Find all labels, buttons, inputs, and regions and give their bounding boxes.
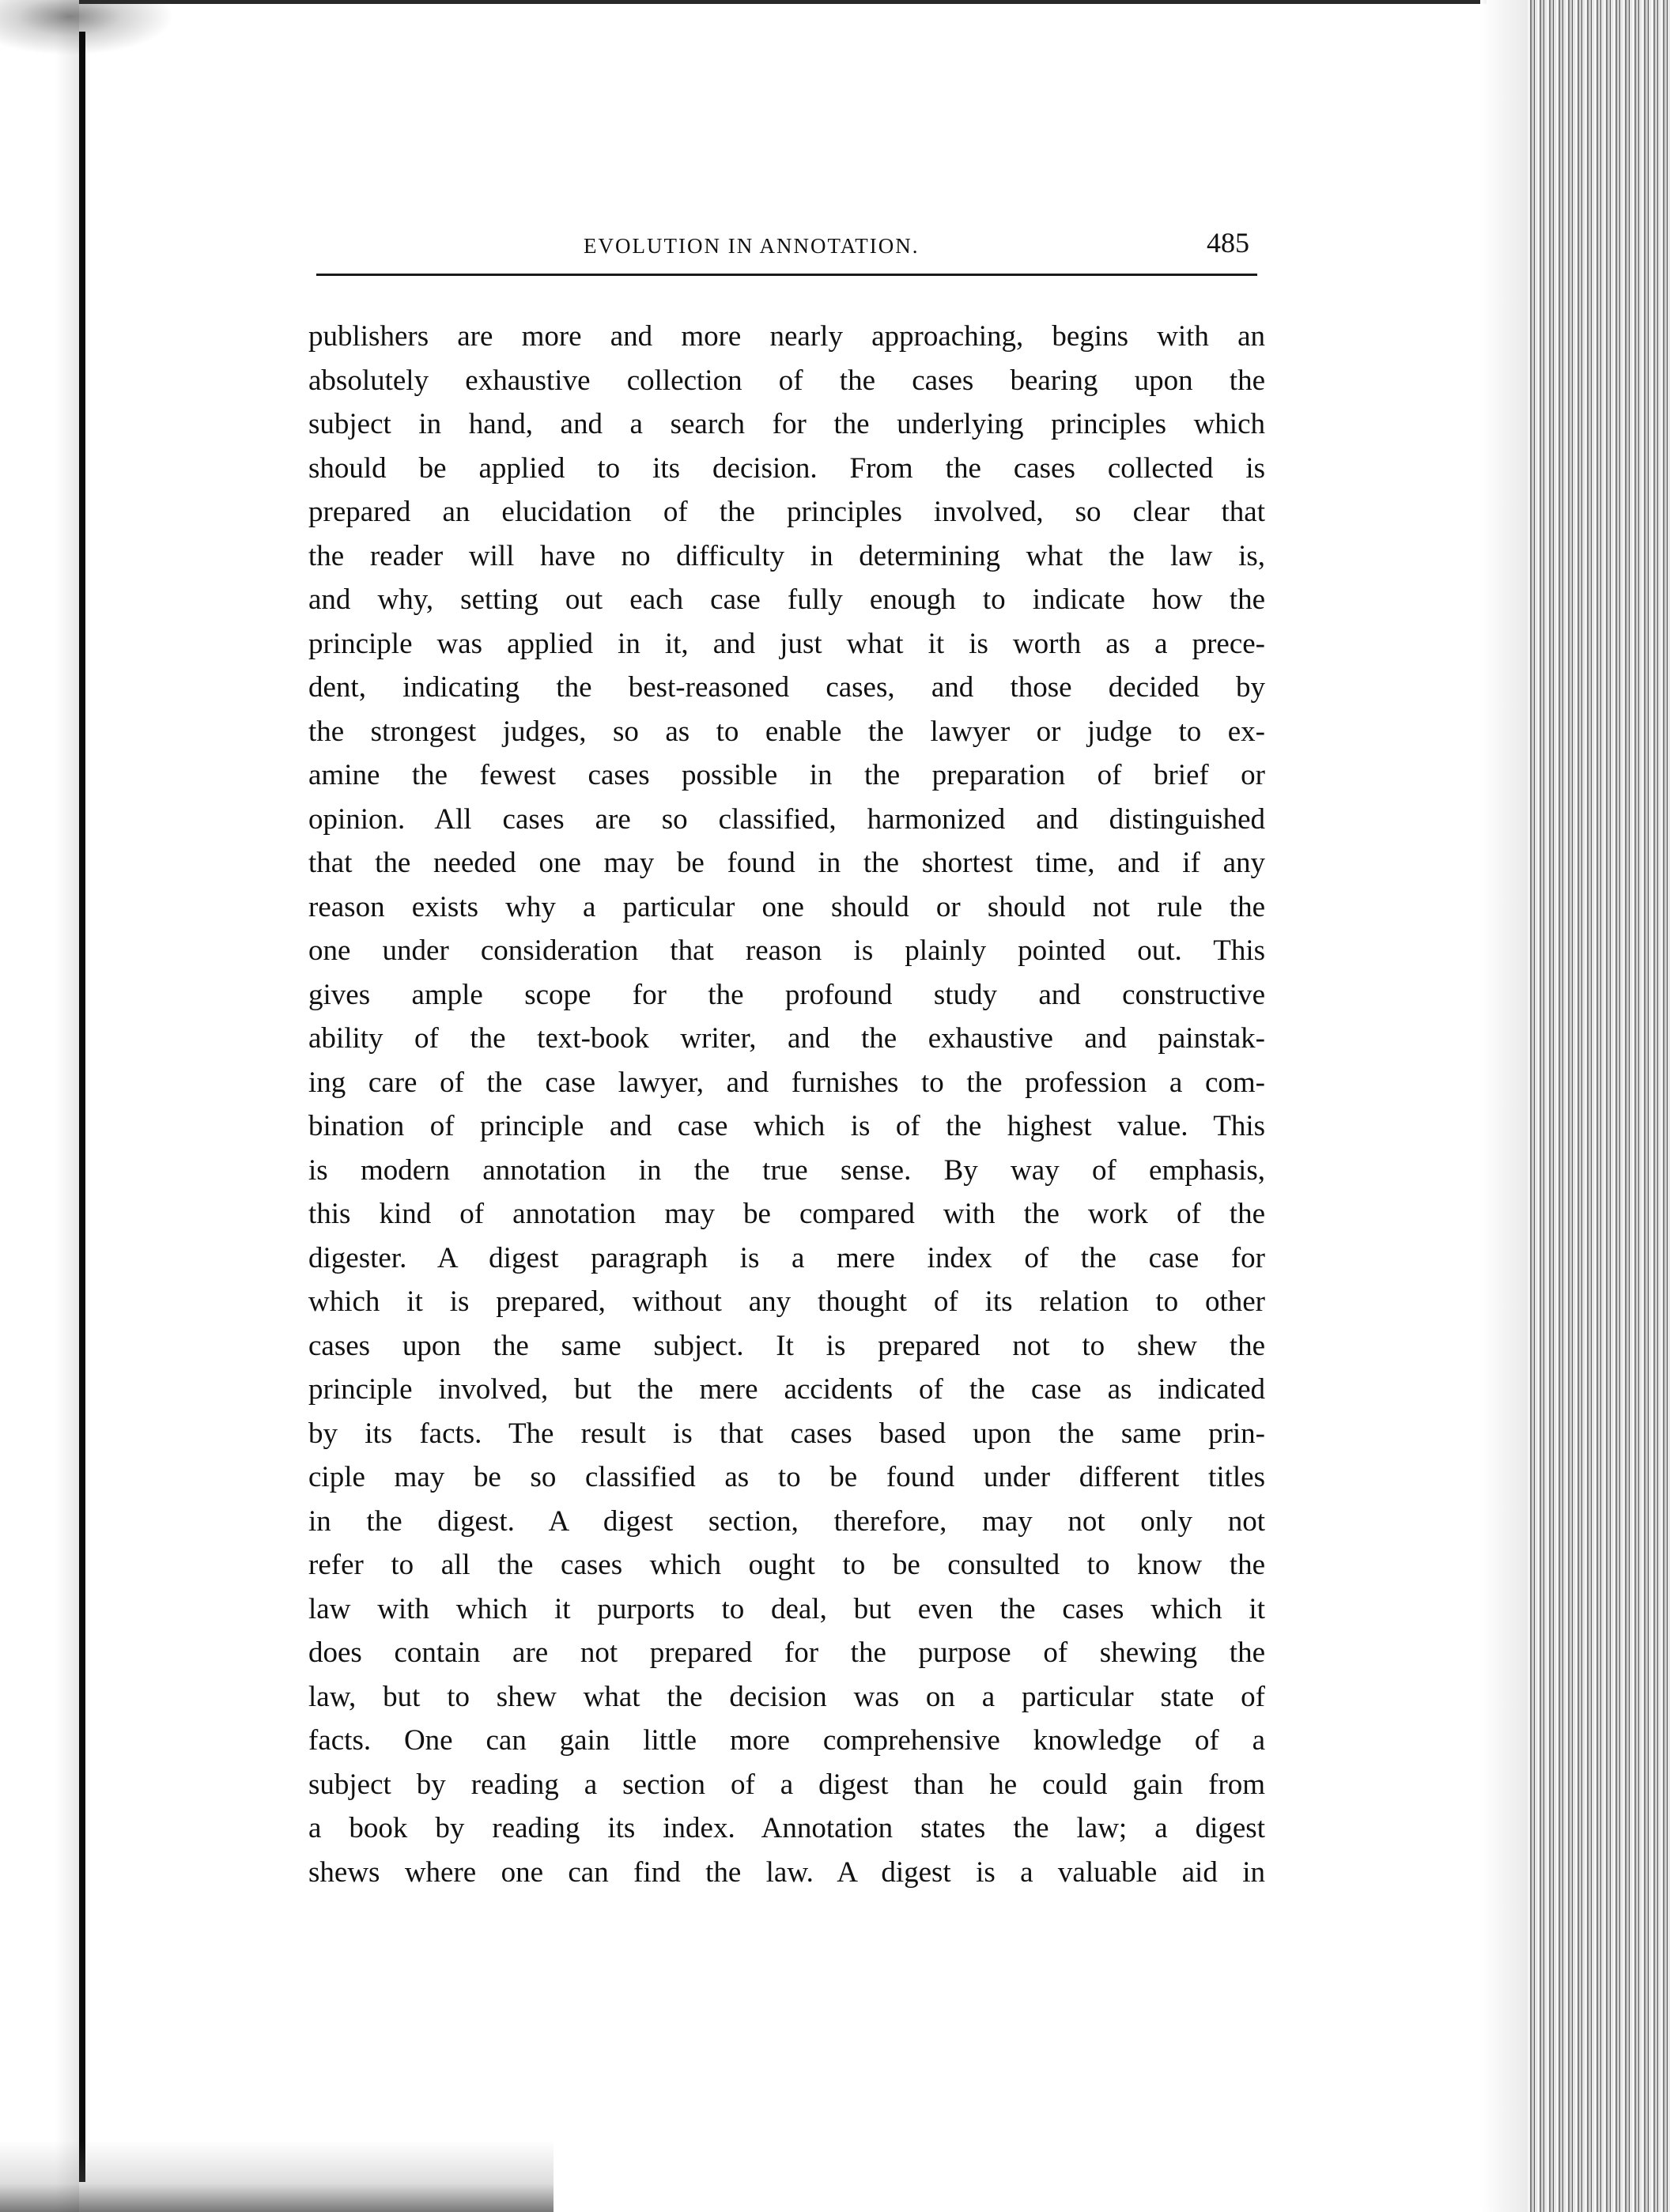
text-line: and why, setting out each case fully enough to indicate how the (308, 583, 1265, 616)
text-line: publishers are more and more nearly approaching, begins with an (308, 320, 1265, 353)
text-line: gives ample scope for the profound study and constructive (308, 978, 1265, 1011)
text-line: refer to all the cases which ought to be consulted to know the (308, 1549, 1265, 1581)
text-line: ing care of the case lawyer, and furnishes to the profession a com- (308, 1066, 1265, 1099)
text-line: in the digest. A digest section, therefore, may not only not (308, 1504, 1265, 1538)
text-line: by its facts. The result is that cases based upon the same prin- (308, 1417, 1265, 1450)
header-rule (316, 274, 1257, 276)
text-line: law with which it purports to deal, but even the cases which it (308, 1592, 1265, 1625)
scan-left-shadow (0, 0, 79, 2212)
text-line: should be applied to its decision. From the cases collected is (308, 451, 1265, 485)
text-line: this kind of annotation may be compared with the work of the (308, 1198, 1265, 1230)
running-header (315, 220, 1264, 275)
text-line: digester. A digest paragraph is a mere index of the case for (308, 1241, 1265, 1274)
text-line: does contain are not prepared for the purpose of shewing the (308, 1636, 1265, 1669)
scan-top-border (79, 0, 1487, 4)
scan-right-fade (1480, 0, 1528, 2212)
page-binding-edge (79, 32, 85, 2182)
body-text (308, 315, 1265, 1894)
text-line: dent, indicating the best-reasoned cases, and those decided by (308, 671, 1265, 704)
text-line: subject in hand, and a search for the underlying principles which (308, 408, 1265, 440)
text-line: facts. One can gain little more comprehensive knowledge of a (308, 1724, 1265, 1757)
text-line: the reader will have no difficulty in determining what the law is, (308, 539, 1265, 572)
text-line: prepared an elucidation of the principles involved, so clear that (308, 496, 1265, 528)
text-line: amine the fewest cases possible in the preparation of brief or (308, 759, 1265, 791)
text-line: absolutely exhaustive collection of the cases bearing upon the (308, 364, 1265, 397)
text-line: the strongest judges, so as to enable the lawyer or judge to ex- (308, 715, 1265, 748)
scan-smudge-top-left (0, 0, 174, 55)
text-line: which it is prepared, without any thought of its relation to other (308, 1285, 1265, 1318)
scan-smudge-bottom-left (0, 2141, 554, 2212)
text-line: one under consideration that reason is plainly pointed out. This (308, 934, 1265, 967)
text-line: shews where one can find the law. A digest is a valuable aid in (308, 1855, 1265, 1889)
text-line: ability of the text-book writer, and the exhaustive and painstak- (308, 1022, 1265, 1055)
text-line: principle was applied in it, and just what it is worth as a prece- (308, 627, 1265, 660)
running-header-title: EVOLUTION IN ANNOTATION. (584, 234, 920, 258)
text-line: is modern annotation in the true sense. By way of emphasis, (308, 1153, 1265, 1187)
text-line: cases upon the same subject. It is prepared not to shew the (308, 1329, 1265, 1362)
text-line: opinion. All cases are so classified, harmonized and distinguished (308, 802, 1265, 836)
text-line: subject by reading a section of a digest than he could gain from (308, 1768, 1265, 1801)
page-number: 485 (1207, 227, 1249, 259)
text-line: that the needed one may be found in the shortest time, and if any (308, 847, 1265, 879)
text-line: a book by reading its index. Annotation states the law; a digest (308, 1812, 1265, 1844)
text-line: bination of principle and case which is of the highest value. This (308, 1110, 1265, 1142)
text-line: reason exists why a particular one should or should not rule the (308, 890, 1265, 923)
text-line: law, but to shew what the decision was on a particular state of (308, 1680, 1265, 1713)
text-line: ciple may be so classified as to be found under different titles (308, 1461, 1265, 1493)
text-line: principle involved, but the mere accidents of the case as indicated (308, 1373, 1265, 1406)
page-stack-edge (1528, 0, 1670, 2212)
